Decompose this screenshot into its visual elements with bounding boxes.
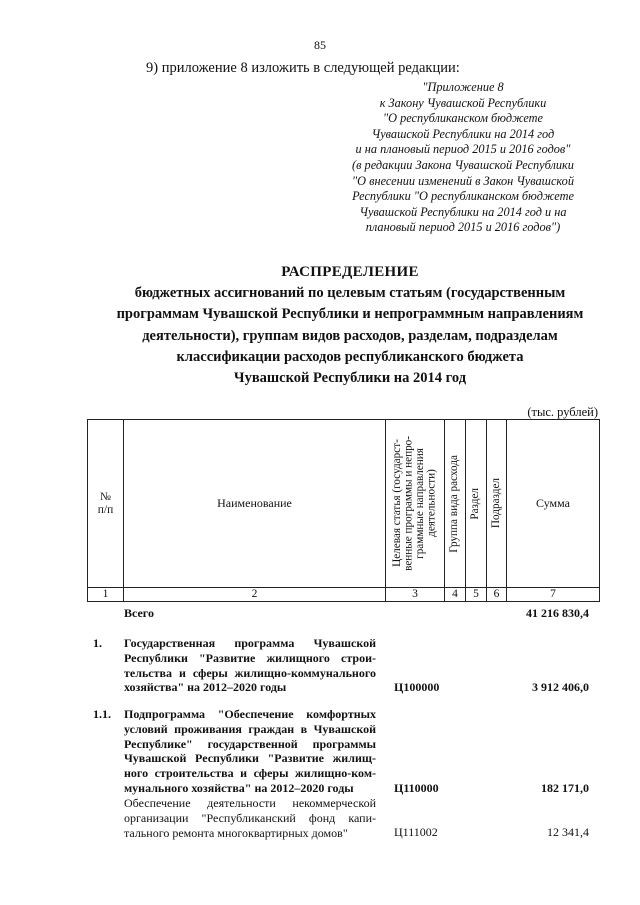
row-number: 1.1. [93, 707, 111, 721]
row-name-line: тального ремонта многоквартирных домов" [124, 825, 348, 840]
row-sum: 182 171,0 [541, 781, 589, 795]
row-name-line: Чувашской Республики "Развитие жилищ- [124, 751, 376, 766]
row-name [124, 636, 376, 695]
header-section-label: Раздел [469, 487, 482, 520]
appendix-line: Чувашской Республики на 2014 год [371, 126, 555, 141]
column-number: 7 [507, 588, 600, 602]
column-number: 3 [386, 588, 445, 602]
header-subsection [487, 420, 507, 588]
row-sum: 12 341,4 [547, 825, 589, 839]
page-number: 85 [314, 38, 326, 52]
header-num-line: п/п [97, 503, 114, 516]
header-target-line: Целевая статья (государст- [391, 439, 403, 568]
column-number: 1 [88, 588, 124, 602]
appendix-line: Республики "О республиканском бюджете [352, 189, 574, 204]
header-num [88, 420, 124, 588]
header-name-label: Наименование [217, 496, 292, 510]
header-num-line: № [100, 490, 111, 503]
column-number: 2 [124, 588, 386, 602]
row-name-line: хозяйства" на 2012–2020 годы [124, 680, 287, 695]
header-sum [507, 420, 600, 588]
header-target-line: деятельности) [425, 469, 438, 538]
title-line: Чувашской Республики на 2014 год [233, 370, 467, 387]
title-line: программам Чувашской Республики и непрограммным направлениям [116, 306, 584, 323]
header-name [124, 420, 386, 588]
row-name-line: Государственная программа Чувашской [124, 636, 376, 650]
row-sum: 41 216 830,4 [526, 606, 589, 620]
column-number: 5 [466, 588, 487, 602]
document-title [90, 262, 610, 389]
row-code: Ц110000 [394, 781, 439, 795]
header-target-line: венные программы и непро- [402, 436, 415, 571]
header-section [466, 420, 487, 588]
header-target-label [392, 436, 438, 571]
column-number: 4 [445, 588, 466, 602]
row-name [124, 606, 376, 621]
header-num-label [88, 491, 123, 517]
row-name-line: организации "Республиканский фонд капи- [124, 810, 376, 825]
row-name-line: Обеспечение деятельности некоммерческой [124, 796, 376, 810]
row-name-line: мунального хозяйства" на 2012–2020 годы [124, 780, 354, 795]
appendix-line: "Приложение 8 [422, 80, 504, 94]
title-line: деятельности), группам видов расходов, разделам, подразделам [142, 327, 558, 344]
row-name-line: Республике" государственной программы [124, 736, 376, 751]
appendix-header [318, 80, 608, 236]
column-numbers-row [88, 588, 600, 602]
row-name-line: условий проживания граждан в Чувашской [124, 721, 376, 736]
title-main: РАСПРЕДЕЛЕНИЕ [281, 264, 419, 280]
header-subsection-label: Подраздел [489, 478, 502, 529]
title-line: бюджетных ассигнований по целевым статьям (государственным [134, 285, 566, 302]
row-name-line: Республики "Развитие жилищного строи- [124, 650, 376, 665]
header-sum-label: Сумма [536, 496, 570, 510]
row-code: Ц100000 [394, 680, 440, 694]
row-number: 1. [93, 636, 102, 650]
row-code: Ц111002 [394, 825, 438, 839]
row-name [124, 796, 376, 840]
appendix-line: плановый период 2015 и 2016 годов") [365, 220, 561, 235]
row-name-line: тельства и сферы жилищно-коммунального [124, 665, 376, 680]
column-number: 6 [487, 588, 507, 602]
header-target-line: граммные направления [414, 448, 426, 559]
row-name-line: Всего [124, 606, 154, 620]
appendix-line: (в редакции Закона Чувашской Республики [352, 157, 574, 172]
appendix-line: "О внесении изменений в Закон Чувашской [352, 173, 574, 188]
row-sum: 3 912 406,0 [532, 680, 589, 694]
title-line: классификации расходов республиканского бюджета [176, 348, 524, 365]
header-group-label: Группа вида расхода [448, 454, 461, 553]
header-group [445, 420, 466, 588]
intro-line: 9) приложение 8 изложить в следующей редакции: [146, 60, 460, 76]
appendix-line: "О республиканском бюджете [382, 111, 544, 126]
row-name [124, 707, 376, 796]
header-target [386, 420, 445, 588]
units-label: (тыс. рублей) [527, 405, 598, 419]
appendix-line: и на плановый период 2015 и 2016 годов" [355, 142, 571, 157]
appendix-line: Чувашской Республики на 2014 год и на [359, 204, 567, 219]
row-name-line: Подпрограмма "Обеспечение комфортных [124, 707, 376, 721]
appendix-line: к Закону Чувашской Республики [379, 95, 547, 110]
table-header [87, 419, 600, 602]
row-name-line: ного строительства и сферы жилищно-ком- [124, 766, 376, 781]
